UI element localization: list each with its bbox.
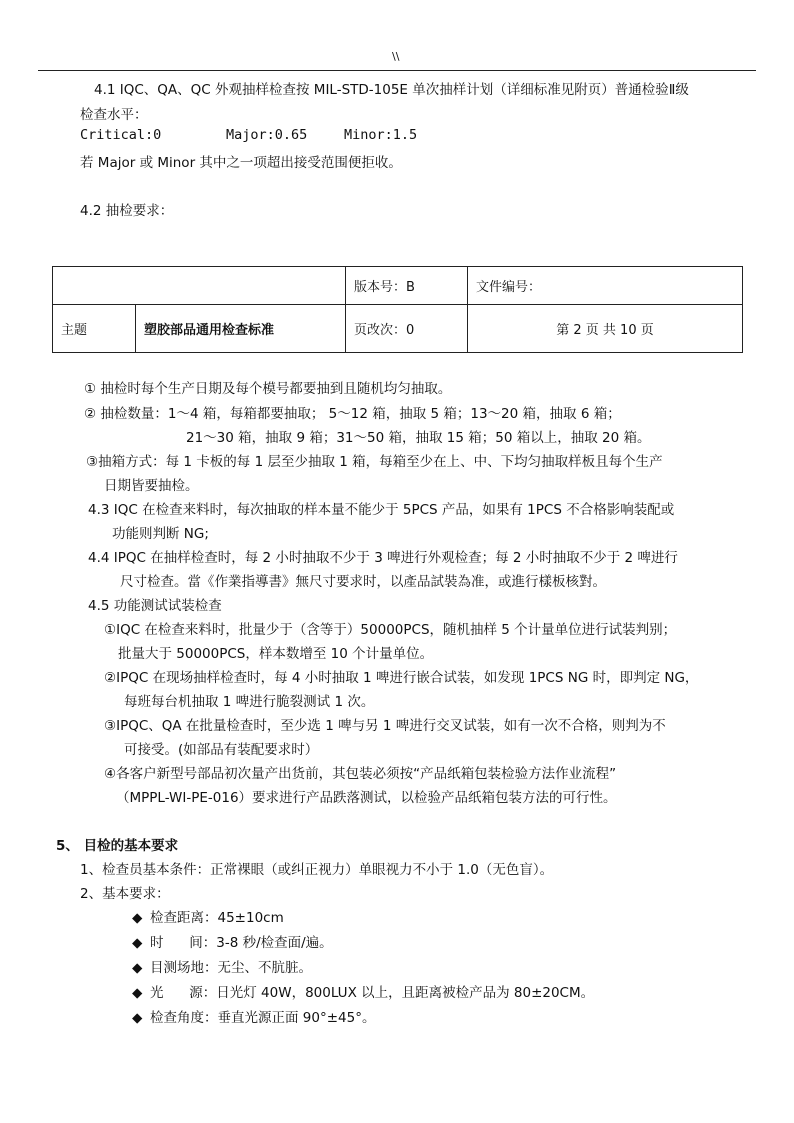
- aql-critical: Critical:0: [80, 127, 162, 143]
- diamond-icon: ◆: [132, 910, 143, 926]
- header-mark: \\: [392, 50, 400, 63]
- sec45-title: 4.5 功能测试试装检查: [88, 598, 222, 614]
- sec5-title: 5、 目检的基本要求: [56, 838, 179, 854]
- aql-major: Major:0.65: [226, 127, 308, 143]
- sampling-item-3a: ③抽箱方式：每 1 卡板的每 1 层至少抽取 1 箱，每箱至少在上、中、下均匀抽取样板且每个生产: [86, 454, 663, 470]
- diamond-icon: ◆: [132, 935, 143, 951]
- subject-label: 主题: [53, 305, 136, 353]
- sec41-line4: 若 Major 或 Minor 其中之一项超出接受范围便拒收。: [80, 155, 402, 171]
- requirement-text: 检查角度：垂直光源正面 90°±45°。: [150, 1010, 376, 1026]
- requirement-text: 光 源：日光灯 40W，800LUX 以上，且距离被检产品为 80±20CM。: [150, 985, 595, 1001]
- sec45-item-3a: ③IPQC、QA 在批量检查时，至少选 1 啤与另 1 啤进行交叉试装，如有一次不合格，则判为不: [104, 718, 666, 734]
- requirement-bullet: [132, 906, 284, 926]
- sec45-item-4b: （MPPL-WI-PE-016）要求进行产品跌落测试，以检验产品纸箱包装方法的可行性。: [116, 790, 617, 806]
- requirement-bullet: [132, 956, 312, 976]
- requirement-text: 目测场地：无尘、不肮脏。: [150, 960, 312, 976]
- blank-cell: [53, 267, 346, 305]
- revision-cell: 页改次：0: [346, 305, 468, 353]
- requirement-bullet: [132, 1006, 375, 1026]
- doc-number-cell: 文件编号：: [468, 267, 743, 305]
- sec41-line2: 检查水平：: [80, 107, 148, 123]
- sec45-item-2b: 每班每台机抽取 1 啤进行脆裂测试 1 次。: [124, 694, 375, 710]
- requirement-bullet: [132, 931, 333, 951]
- sec43-line1: 4.3 IQC 在检查来料时，每次抽取的样本量不能少于 5PCS 产品，如果有 1PCS 不合格影响装配或: [88, 502, 675, 518]
- sec44-line1: 4.4 IPQC 在抽样检查时，每 2 小时抽取不少于 3 啤进行外观检查；每 2 小时抽取不少于 2 啤进行: [88, 550, 678, 566]
- aql-minor: Minor:1.5: [344, 127, 418, 143]
- diamond-icon: ◆: [132, 960, 143, 976]
- page-number-cell: 第 2 页 共 10 页: [468, 305, 743, 353]
- document-title: 塑胶部品通用检查标准: [136, 305, 346, 353]
- requirement-text: 检查距离：45±10cm: [150, 910, 284, 926]
- sec45-item-2a: ②IPQC 在现场抽样检查时，每 4 小时抽取 1 啤进行嵌合试装，如发现 1PCS NG 时，即判定 NG，: [104, 670, 699, 686]
- document-info-table: [52, 266, 743, 353]
- sec43-line2: 功能则判断 NG;: [112, 526, 209, 542]
- requirement-text: 时 间：3-8 秒/检查面/遍。: [150, 935, 333, 951]
- sec5-item-2: 2、基本要求：: [80, 886, 170, 902]
- sec45-item-1b: 批量大于 50000PCS，样本数增至 10 个计量单位。: [118, 646, 434, 662]
- requirement-bullet: [132, 981, 594, 1001]
- header-rule: [38, 70, 756, 71]
- diamond-icon: ◆: [132, 1010, 143, 1026]
- sampling-item-2a: ② 抽检数量：1～4 箱，每箱都要抽取； 5～12 箱，抽取 5 箱；13～20 箱，抽取 6 箱；: [84, 406, 621, 422]
- sec42-title: 4.2 抽检要求：: [80, 203, 174, 219]
- sampling-item-1: ① 抽检时每个生产日期及每个模号都要抽到且随机均匀抽取。: [84, 381, 452, 397]
- sec5-item-1: 1、检查员基本条件：正常裸眼（或纠正视力）单眼视力不小于 1.0（无色盲）。: [80, 862, 554, 878]
- diamond-icon: ◆: [132, 985, 143, 1001]
- sec45-item-4a: ④各客户新型号部品初次量产出货前，其包装必须按“产品纸箱包装检验方法作业流程”: [104, 766, 617, 782]
- sampling-item-3b: 日期皆要抽检。: [104, 478, 199, 494]
- sec41-line1: 4.1 IQC、QA、QC 外观抽样检查按 MIL-STD-105E 单次抽样计划（详细标准见附页）普通检验Ⅱ级: [94, 82, 689, 98]
- sec44-line2: 尺寸检查。當《作業指導書》無尺寸要求时，以產品試裝為准，或進行樣板核對。: [120, 574, 606, 590]
- sec45-item-1a: ①IQC 在检查来料时，批量少于（含等于）50000PCS，随机抽样 5 个计量单位进行试装判别；: [104, 622, 677, 638]
- sec45-item-3b: 可接受。(如部品有装配要求时）: [124, 742, 319, 758]
- sampling-item-2b: 21～30 箱，抽取 9 箱；31～50 箱，抽取 15 箱；50 箱以上，抽取 20 箱。: [186, 430, 651, 446]
- version-cell: 版本号：B: [346, 267, 468, 305]
